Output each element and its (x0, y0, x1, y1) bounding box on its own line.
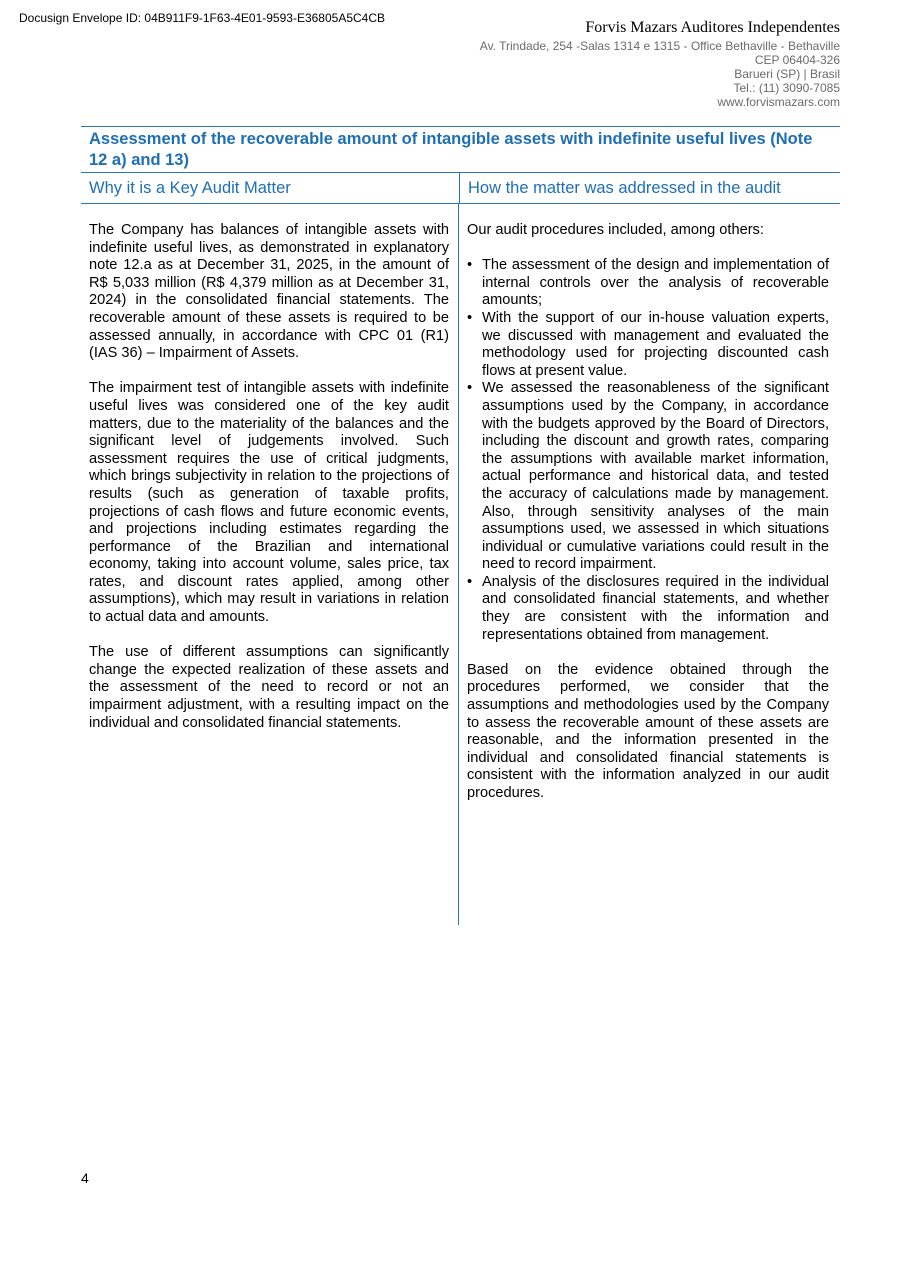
firm-name: Forvis Mazars Auditores Independentes (585, 19, 840, 36)
bullet-icon: • (467, 380, 473, 397)
table-body (81, 204, 840, 925)
firm-letterhead (420, 18, 840, 109)
column-headings (81, 172, 840, 204)
list-item-text: We assessed the reasonableness of the significant assumptions used by the Company, in accordance with the budgets approved by the Board of Directors, including the discount and growth rates, comparing the assumptions with available market information, actual performance and historical data, and tested the accuracy of calculations made by management. Also, through sensitivity analyses of the main assumptions used, we assessed in which situations individual or cumulative variations could result in the need to record impairment. (482, 380, 829, 573)
paragraph: The Company has balances of intangible assets with indefinite useful lives, as demonstrated in explanatory note 12.a as at December 31, 2025, in the amount of R$ 5,033 million (R$ 4,379 million as at December 31, 2024) in the consolidated financial statements. The recoverable amount of these assets is required to be assessed annually, in accordance with CPC 01 (R1) (IAS 36) – Impairment of Assets. (89, 222, 449, 362)
firm-cep: CEP 06404-326 (754, 53, 840, 67)
bullet-icon: • (467, 257, 473, 274)
key-audit-matter-column (81, 204, 458, 925)
firm-address: Av. Trindade, 254 -Salas 1314 e 1315 - Office Bethaville - Bethaville (479, 39, 840, 53)
list-item-text: The assessment of the design and implementation of internal controls over the analysis of recoverable amounts; (482, 257, 829, 309)
section-title: Assessment of the recoverable amount of intangible assets with indefinite useful lives (Note 12 a) and 13) (89, 130, 813, 169)
list-item (467, 573, 829, 644)
key-audit-matter-table (81, 126, 840, 925)
list-item (467, 257, 829, 310)
conclusion-paragraph: Based on the evidence obtained through the procedures performed, we consider that the assumptions and methodologies used by the Company to assess the recoverable amount of these assets are reasonable, and the information presented in the individual and consolidated financial statements is consistent with the information analyzed in our audit procedures. (467, 661, 829, 801)
paragraph: The impairment test of intangible assets with indefinite useful lives was considered one of the key audit matters, due to the materiality of the balances and the significant level of judgements involved. Such assessment requires the use of critical judgments, which brings subjectivity in relation to the projections of results (such as generation of taxable profits, projections of cash flows and future economic events, and projections including estimates regarding the performance of the Brazilian and international economy, taking into account volume, sales price, tax rates, and discount rates applied, among other assumptions), which may result in variations in relation to actual data and amounts. (89, 380, 449, 626)
list-item-text: With the support of our in-house valuation experts, we discussed with management and evaluated the methodology used for projecting discounted cash flows at present value. (482, 309, 829, 379)
firm-website: www.forvismazars.com (717, 95, 840, 109)
list-item (467, 309, 829, 380)
firm-phone: Tel.: (11) 3090-7085 (733, 81, 840, 95)
page-number: 4 (81, 1170, 89, 1186)
left-column-heading: Why it is a Key Audit Matter (81, 173, 460, 203)
paragraph: The use of different assumptions can significantly change the expected realization of these assets and the assessment of the need to record or not an impairment adjustment, with a resulting impact on the individual and consolidated financial statements. (89, 644, 449, 731)
docusign-envelope-id: Docusign Envelope ID: 04B911F9-1F63-4E01-9593-E36805A5C4CB (19, 11, 386, 25)
procedures-list (467, 257, 829, 644)
procedures-intro: Our audit procedures included, among others: (467, 222, 764, 238)
bullet-icon: • (467, 573, 473, 590)
firm-city: Barueri (SP) | Brasil (734, 67, 840, 81)
list-item-text: Analysis of the disclosures required in the individual and consolidated financial statements, and whether they are consistent with the information and representations obtained from management. (482, 573, 829, 643)
right-column-heading: How the matter was addressed in the audit (468, 179, 781, 197)
audit-response-column (458, 204, 840, 925)
bullet-icon: • (467, 309, 473, 326)
list-item (467, 380, 829, 574)
